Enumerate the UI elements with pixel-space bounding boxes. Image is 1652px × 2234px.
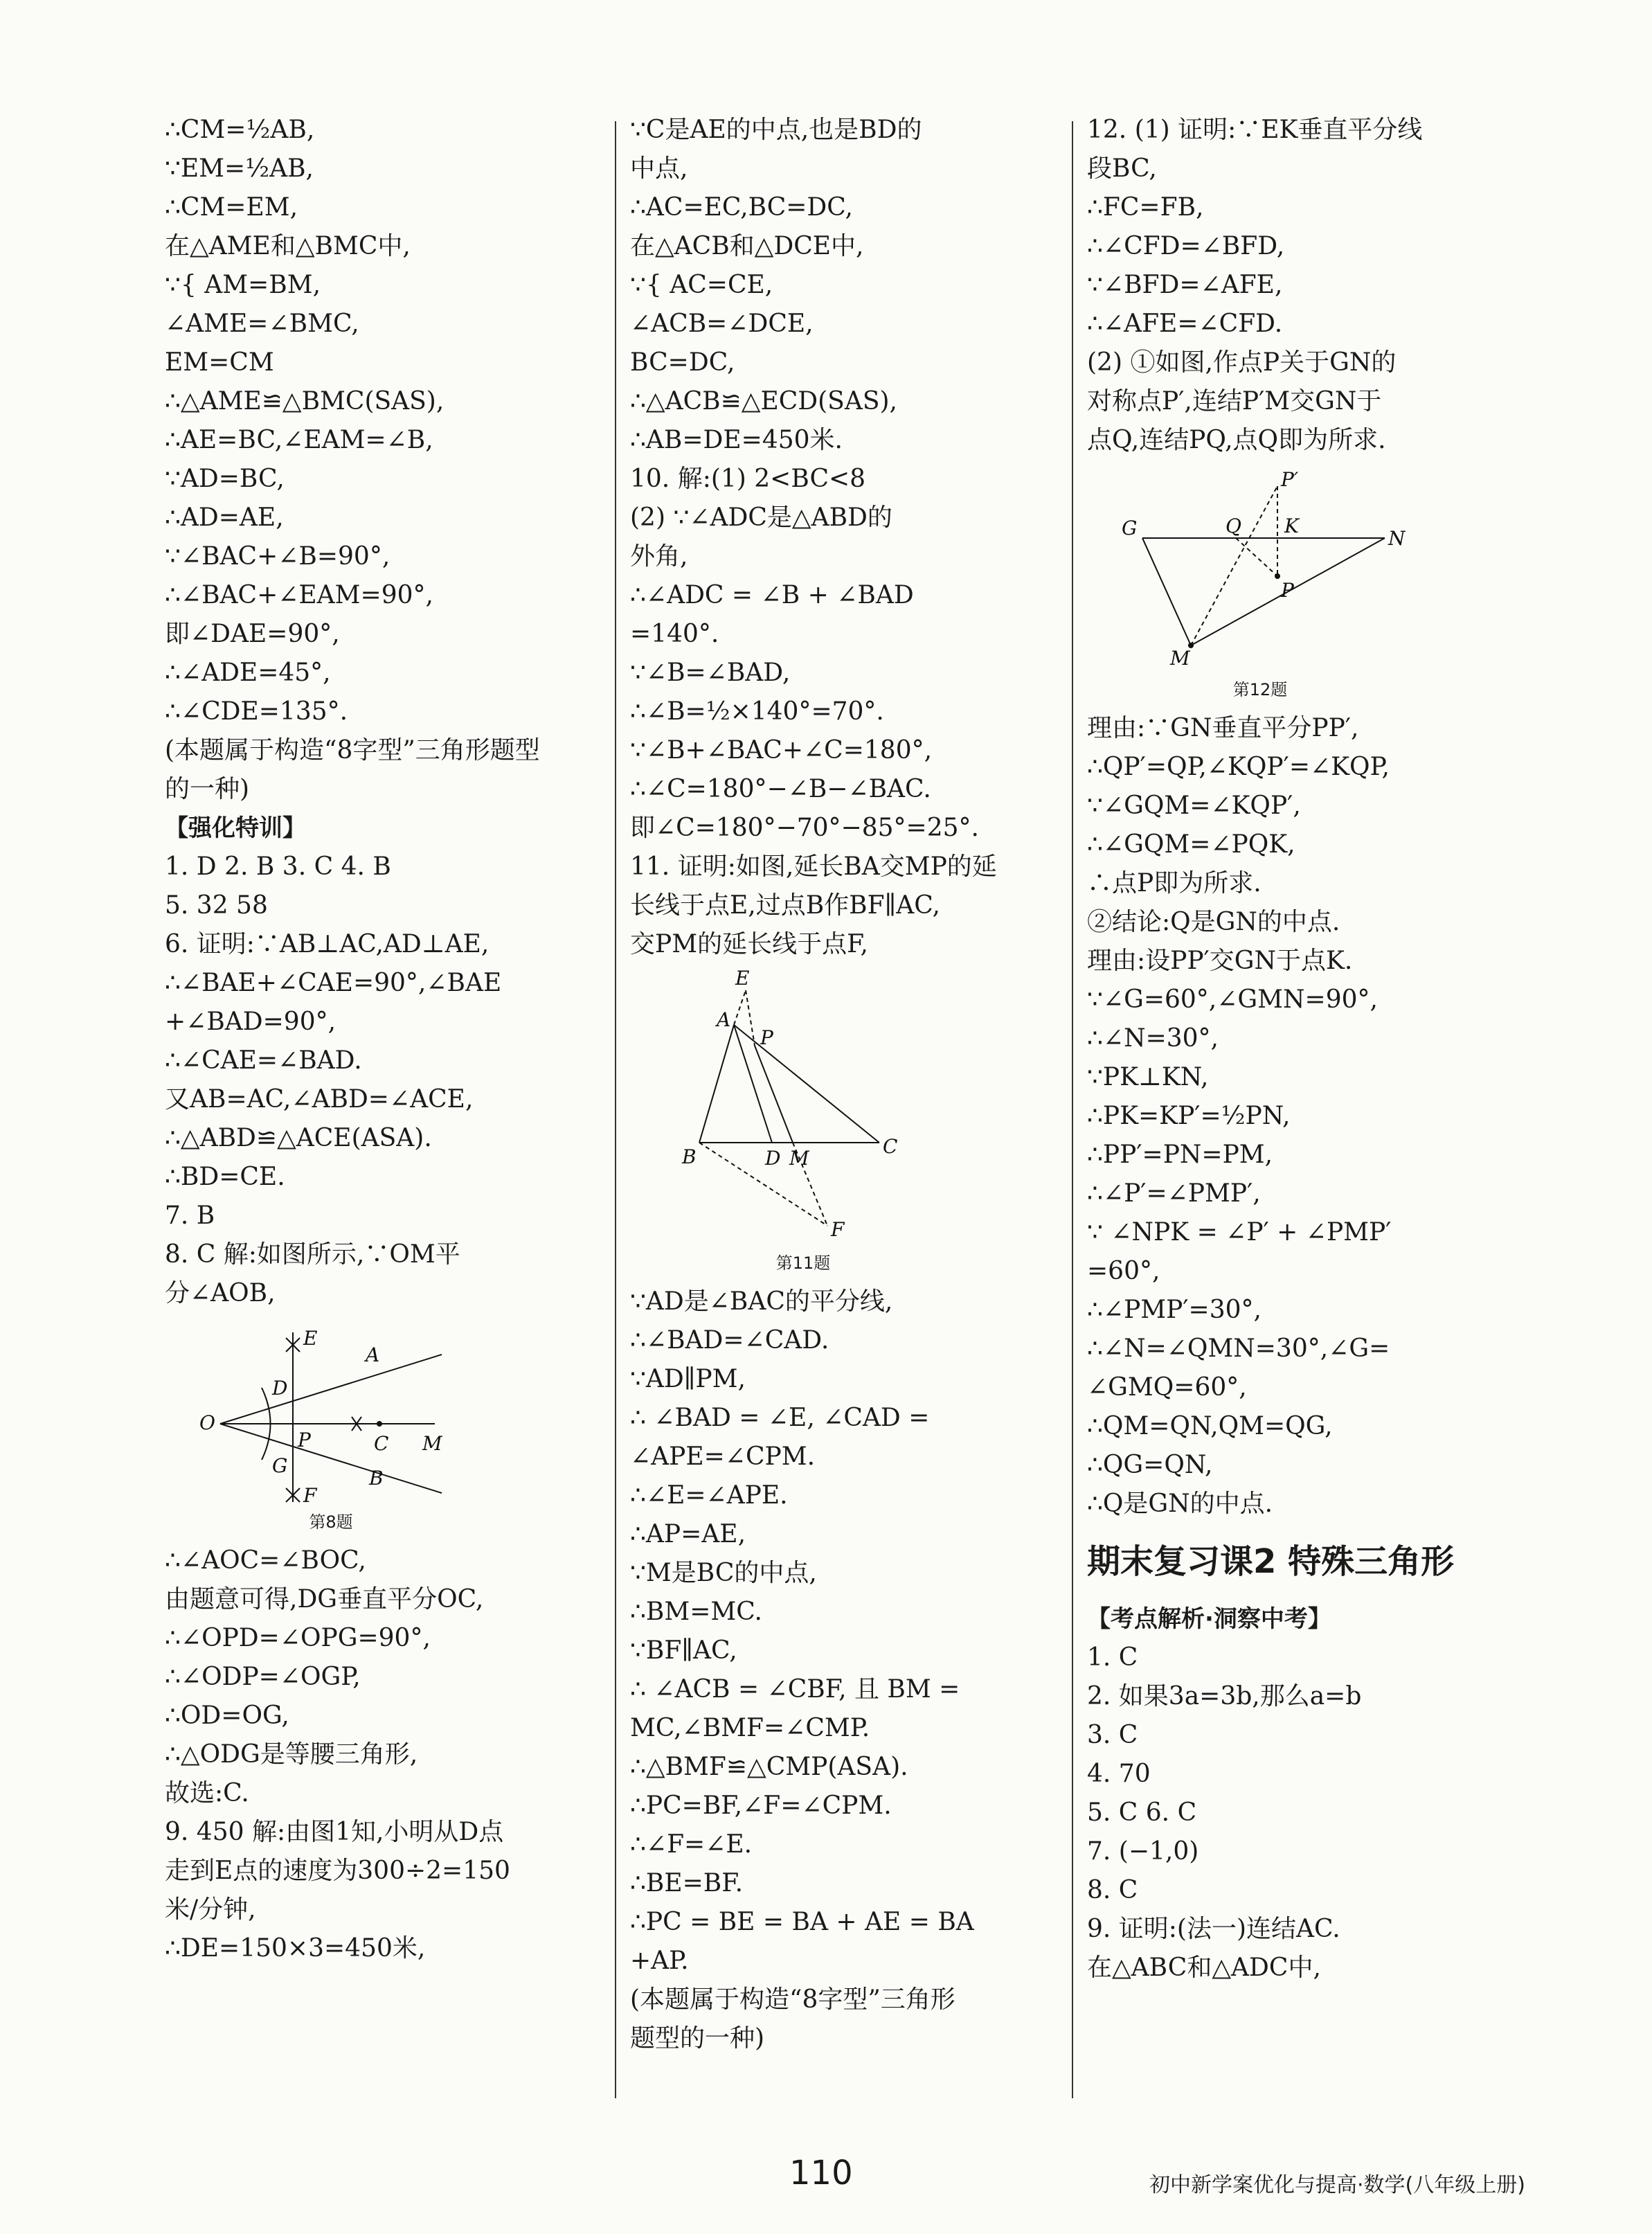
text-line: ∴CM=EM, <box>165 193 298 222</box>
text-line: ∵AD是∠BAC的平分线, <box>630 1287 893 1316</box>
col1-block3 <box>165 1542 587 1968</box>
text-line: ∴∠BAD=∠CAD. <box>630 1326 829 1355</box>
col2-block2 <box>630 1283 1052 2058</box>
text-line: 故选:C. <box>165 1779 249 1807</box>
figure-caption: 第11题 <box>775 1253 831 1273</box>
text-line: MC,∠BMF=∠CMP. <box>630 1714 870 1742</box>
page-number: 110 <box>789 2154 853 2192</box>
fig11-label: P <box>760 1026 773 1049</box>
text-line: 题型的一种) <box>630 2024 765 2053</box>
text-line: ∵∠GQM=∠KQP′, <box>1087 792 1301 820</box>
fig11-label: F <box>831 1218 845 1241</box>
text-line: ∵M是BC的中点, <box>630 1559 817 1587</box>
text-line: ∵PK⊥KN, <box>1087 1063 1209 1091</box>
text-line: ∵∠B+∠BAC+∠C=180°, <box>630 736 933 765</box>
text-line: ∵∠B=∠BAD, <box>630 659 791 687</box>
text-line: 走到E点的速度为300÷2=150 <box>165 1857 510 1885</box>
text-line: 点Q,连结PQ,点Q即为所求. <box>1087 426 1386 454</box>
text-line: ∴BM=MC. <box>630 1598 762 1626</box>
fig8-label: E <box>303 1327 318 1350</box>
fig8-label: O <box>199 1411 215 1434</box>
section-title: 期末复习课2 特殊三角形 <box>1087 1542 1455 1581</box>
figure-caption: 第12题 <box>1232 680 1288 699</box>
text-line: ∴CM=½AB, <box>165 116 315 144</box>
text-line: ∴∠ADE=45°, <box>165 659 331 687</box>
text-line: ∵ ∠NPK = ∠P′ + ∠PMP′ <box>1087 1218 1392 1246</box>
text-line: ∵AD=BC, <box>165 465 285 493</box>
text-line: ∵∠G=60°,∠GMN=90°, <box>1087 985 1378 1014</box>
text-line: ∴∠P′=∠PMP′, <box>1087 1179 1261 1208</box>
section-heading: 【强化特训】 <box>165 814 306 842</box>
text-line: ∴∠CDE=135°. <box>165 697 348 726</box>
col3-block3 <box>1087 1638 1530 1987</box>
text-line: ∴ ∠BAD = ∠E, ∠CAD = <box>630 1404 930 1432</box>
text-line: ∵AD∥PM, <box>630 1365 746 1393</box>
text-line: ∴△ODG是等腰三角形, <box>165 1740 418 1769</box>
text-line: ∴ ∠ACB = ∠CBF, 且 BM = <box>630 1675 960 1704</box>
fig8-label: D <box>272 1377 288 1400</box>
text-line: ∴∠PMP′=30°, <box>1087 1296 1262 1324</box>
text-line: EM=CM <box>165 348 274 377</box>
text-line: 段BC, <box>1087 154 1157 183</box>
text-line: ∵∠BFD=∠AFE, <box>1087 271 1283 299</box>
text-line: ∴AE=BC,∠EAM=∠B, <box>165 426 433 454</box>
text-line: ∴△BMF≌△CMP(ASA). <box>630 1753 908 1781</box>
text-line: 10. 解:(1) 2<BC<8 <box>630 465 866 493</box>
text-line: ∵BF∥AC, <box>630 1636 737 1665</box>
text-line: 5. 32 58 <box>165 891 268 920</box>
text-line: 7. B <box>165 1201 215 1230</box>
text-line: (2) ∵∠ADC是△ABD的 <box>630 503 892 532</box>
text-line: ∴OD=OG, <box>165 1701 289 1730</box>
text-line: 2. 如果3a=3b,那么a=b <box>1087 1682 1362 1710</box>
text-line: ∴PC=BF,∠F=∠CPM. <box>630 1791 892 1820</box>
fig11-label: C <box>883 1135 898 1158</box>
fig11-label: D <box>765 1147 781 1170</box>
fig12-label: G <box>1122 517 1138 539</box>
fig8-label: C <box>374 1432 389 1455</box>
text-line: ∴点P即为所求. <box>1087 869 1262 897</box>
text-line: ∴FC=FB, <box>1087 193 1204 222</box>
text-line: 又AB=AC,∠ABD=∠ACE, <box>165 1085 474 1114</box>
text-line: ∴∠CFD=∠BFD, <box>1087 232 1285 260</box>
col1-block1 <box>165 111 587 809</box>
text-line: ∴∠C=180°−∠B−∠BAC. <box>630 775 931 803</box>
text-line: 1. D 2. B 3. C 4. B <box>165 852 391 881</box>
text-line: 8. C 解:如图所示,∵OM平 <box>165 1240 460 1269</box>
column-divider-2 <box>1072 121 1073 2098</box>
text-line: ∠AME=∠BMC, <box>165 310 359 338</box>
text-line: 在△ACB和△DCE中, <box>630 232 864 260</box>
fig12-label: N <box>1388 527 1406 550</box>
text-line: ∴△ABD≌△ACE(ASA). <box>165 1124 432 1152</box>
footer-title: 初中新学案优化与提高·数学(八年级上册) <box>1149 2173 1525 2197</box>
text-line: +AP. <box>630 1947 689 1975</box>
text-line: 在△AME和△BMC中, <box>165 232 411 260</box>
text-line: ∴AB=DE=450米. <box>630 426 843 454</box>
text-line: 米/分钟, <box>165 1895 256 1924</box>
text-line: ∴DE=150×3=450米, <box>165 1934 426 1963</box>
text-line: ②结论:Q是GN的中点. <box>1087 908 1340 936</box>
fig11-label: M <box>789 1147 809 1170</box>
text-line: ∵{ AC=CE, <box>630 271 773 299</box>
text-line: ∴Q是GN的中点. <box>1087 1490 1273 1518</box>
fig8-label: M <box>422 1432 442 1455</box>
text-line: 4. 70 <box>1087 1760 1151 1788</box>
text-line: ∴PC = BE = BA + AE = BA <box>630 1908 974 1936</box>
text-line: 的一种) <box>165 775 250 803</box>
text-line: ∴∠F=∠E. <box>630 1830 753 1859</box>
fig12-label: P <box>1281 579 1294 602</box>
fig8-label: B <box>369 1467 384 1490</box>
text-line: ∴∠GQM=∠PQK, <box>1087 830 1295 859</box>
text-line: ∴∠BAC+∠EAM=90°, <box>165 581 433 609</box>
col3-block2 <box>1087 709 1530 1523</box>
fig8-label: G <box>272 1454 288 1477</box>
col2-block1 <box>630 111 1052 964</box>
text-line: 即∠C=180°−70°−85°=25°. <box>630 814 979 842</box>
text-line: ∵∠BAC+∠B=90°, <box>165 542 390 571</box>
text-line: ∴AC=EC,BC=DC, <box>630 193 853 222</box>
figure-8-diagram <box>192 1319 469 1505</box>
text-line: =60°, <box>1087 1257 1160 1285</box>
text-line: ∴QG=QN, <box>1087 1451 1213 1479</box>
fig11-label: E <box>735 969 750 990</box>
text-line: 3. C <box>1087 1721 1138 1749</box>
fig8-label: P <box>298 1429 311 1451</box>
text-line: 5. C 6. C <box>1087 1798 1197 1827</box>
fig12-label: K <box>1284 515 1299 537</box>
text-line: ∴∠B=½×140°=70°. <box>630 697 884 726</box>
text-line: ∠APE=∠CPM. <box>630 1442 816 1471</box>
figure-8 <box>192 1319 587 1536</box>
text-line: ∴PP′=PN=PM, <box>1087 1141 1273 1169</box>
text-line: ∴△AME≌△BMC(SAS), <box>165 387 445 415</box>
figure-11-diagram <box>658 969 949 1246</box>
text-line: 对称点P′,连结P′M交GN于 <box>1087 387 1382 415</box>
text-line: ∵EM=½AB, <box>165 154 314 183</box>
text-line: ∠ACB=∠DCE, <box>630 310 814 338</box>
text-line: BC=DC, <box>630 348 735 377</box>
fig8-label: A <box>366 1343 380 1366</box>
text-line: ∴∠ADC = ∠B + ∠BAD <box>630 581 914 609</box>
text-line: ∠GMQ=60°, <box>1087 1373 1247 1402</box>
text-line: 交PM的延长线于点F, <box>630 930 868 958</box>
section-heading: 【考点解析·洞察中考】 <box>1087 1605 1331 1633</box>
text-line: 11. 证明:如图,延长BA交MP的延 <box>630 852 997 881</box>
text-line: 分∠AOB, <box>165 1279 276 1307</box>
fig12-label: M <box>1170 647 1190 670</box>
text-line: 由题意可得,DG垂直平分OC, <box>165 1585 484 1614</box>
fig12-label: P′ <box>1281 468 1299 491</box>
column-right <box>1087 111 1530 1987</box>
text-line: ∴BE=BF. <box>630 1869 744 1897</box>
text-line: 长线于点E,过点B作BF∥AC, <box>630 891 940 920</box>
fig12-label: Q <box>1225 515 1241 537</box>
text-line: +∠BAD=90°, <box>165 1008 336 1036</box>
text-line: 6. 证明:∵AB⊥AC,AD⊥AE, <box>165 930 490 958</box>
text-line: ∵{ AM=BM, <box>165 271 321 299</box>
text-line: 中点, <box>630 154 688 183</box>
text-line: ∵C是AE的中点,也是BD的 <box>630 116 922 144</box>
text-line: (本题属于构造“8字型”三角形 <box>630 1985 955 2014</box>
text-line: ∴AP=AE, <box>630 1520 746 1548</box>
text-line: 理由:设PP′交GN于点K. <box>1087 947 1353 975</box>
text-line: 12. (1) 证明:∵EK垂直平分线 <box>1087 116 1423 144</box>
column-divider-1 <box>615 121 616 2098</box>
text-line: 7. (−1,0) <box>1087 1837 1199 1866</box>
text-line: (本题属于构造“8字型”三角形题型 <box>165 736 540 765</box>
fig11-label: B <box>682 1145 697 1168</box>
text-line: ∴∠AFE=∠CFD. <box>1087 310 1283 338</box>
text-line: ∴QM=QN,QM=QG, <box>1087 1412 1333 1440</box>
text-line: ∴∠AOC=∠BOC, <box>165 1546 366 1575</box>
text-line: (2) ①如图,作点P关于GN的 <box>1087 348 1397 377</box>
text-line: ∴∠N=30°, <box>1087 1024 1219 1053</box>
text-line: ∴∠CAE=∠BAD. <box>165 1046 362 1075</box>
text-line: 在△ABC和△ADC中, <box>1087 1954 1321 1982</box>
text-line: ∴AD=AE, <box>165 503 284 532</box>
text-line: 1. C <box>1087 1643 1138 1672</box>
column-left <box>165 111 587 1968</box>
col3-block1 <box>1087 111 1530 460</box>
fig8-label: F <box>303 1484 317 1505</box>
fig11-label: A <box>717 1008 731 1031</box>
figure-caption: 第8题 <box>309 1512 353 1532</box>
text-line: ∴PK=KP′=½PN, <box>1087 1102 1291 1130</box>
text-line: ∴∠OPD=∠OPG=90°, <box>165 1624 431 1652</box>
figure-11 <box>658 969 1052 1277</box>
text-line: ∴△ACB≌△ECD(SAS), <box>630 387 897 415</box>
col1-block2 <box>165 848 587 1313</box>
text-line: 理由:∵GN垂直平分PP′, <box>1087 714 1359 742</box>
text-line: =140°. <box>630 620 719 648</box>
text-line: 9. 证明:(法一)连结AC. <box>1087 1915 1340 1943</box>
text-line: ∴∠ODP=∠OGP, <box>165 1663 361 1691</box>
text-line: 即∠DAE=90°, <box>165 620 340 648</box>
column-middle <box>630 111 1052 2058</box>
text-line: ∴∠BAE+∠CAE=90°,∠BAE <box>165 969 502 997</box>
figure-12 <box>1115 465 1530 704</box>
text-line: ∴QP′=QP,∠KQP′=∠KQP, <box>1087 753 1390 781</box>
text-line: 8. C <box>1087 1876 1138 1904</box>
text-line: ∴∠N=∠QMN=30°,∠G= <box>1087 1334 1390 1363</box>
text-line: ∴∠E=∠APE. <box>630 1481 788 1510</box>
figure-12-diagram <box>1115 465 1406 673</box>
text-line: 外角, <box>630 542 688 571</box>
text-line: ∴BD=CE. <box>165 1163 285 1191</box>
text-line: 9. 450 解:由图1知,小明从D点 <box>165 1818 504 1846</box>
